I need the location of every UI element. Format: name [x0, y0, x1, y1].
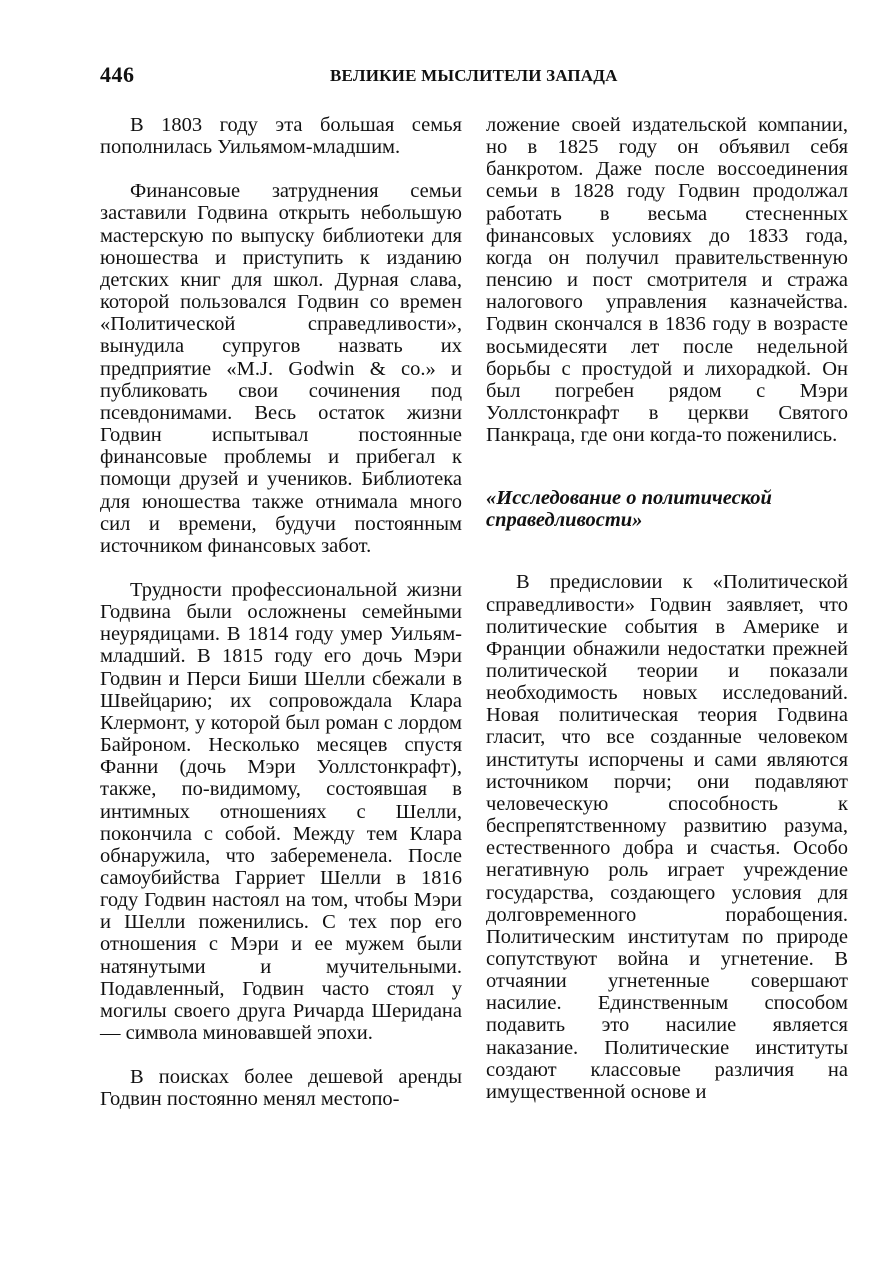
paragraph-family-troubles: Трудности профессиональной жизни Годвина были осложнены семейными неурядицами. В 1814 году умер Уильям-младший. В 1815 году его дочь Мэри Годвин и Перси Биши Шелли сбежали в Швейцарию; их сопровождала Клара Клермонт, у которой был роман с лордом Байроном. Несколько месяцев спустя Фанни (дочь Мэри Уоллстонкрафт), также, по-видимому, состоявшая в интимных отношениях с Шелли, покончила с собой. Между тем Клара обнаружила, что забеременела. После самоубийства Гарриет Шелли в 1816 году Годвин настоял на том, чтобы Мэри и Шелли поженились. С тех пор его отношения с Мэри и ее мужем были натянутыми и мучительными. Подавленный, Годвин часто стоял у могилы своего друга Ричарда Шеридана — символа миновавшей эпохи. [100, 578, 462, 1045]
section-heading: «Исследование о политической справедливости» [486, 487, 772, 532]
paragraph-preface: В предисловии к «Политической справедливости» Годвин заявляет, что политические события в Америке и Франции обнажили недостатки прежней политической теории и показали необходимость новых исследований. Новая политическая теория Годвина гласит, что все созданные человеком институты испорчены и сами являются источником порчи; они подавляют человеческую способность к беспрепятственному развитию разума, естественного добра и счастья. Особо негативную роль играет учреждение государства, создающего условия для долговременного порабощения. Политическим институтам по природе сопутствуют война и угнетение. В отчаянии угнетенные совершают насилие. Единственным способом подавить это насилие является наказание. Политические институты создают классовые различия на имущественной основе и [486, 571, 848, 1103]
paragraph-cheaper-rent: В поисках более дешевой аренды Годвин постоянно менял местопо- [100, 1066, 462, 1111]
page-number: 446 [100, 62, 135, 87]
left-column [100, 114, 462, 1111]
running-title: ВЕЛИКИЕ МЫСЛИТЕЛИ ЗАПАДА [330, 66, 618, 85]
paragraph-financial-difficulties: Финансовые затруднения семьи заставили Годвина открыть небольшую мастерскую по выпуску библиотеки для юношества и приступить к изданию детских книг для школ. Дурная слава, которой пользовался Годвин со времен «Политической справедливости», вынудила супругов назвать их предприятие «M.J. Godwin & co.» и публиковать свои сочинения под псевдонимами. Весь остаток жизни Годвин испытывал постоянные финансовые проблемы и прибегал к помощи друзей и учеников. Библиотека для юношества также отнимала много сил и времени, будучи постоянным источником финансовых забот. [100, 180, 462, 557]
right-column [486, 114, 848, 1103]
paragraph-family-addition: В 1803 году эта большая семья пополнилась Уильямом-младшим. [100, 114, 462, 159]
paragraph-continuation: ложение своей издательской компании, но в 1825 году он объявил себя банкротом. Даже после воссоединения семьи в 1828 году Годвин продолжал работать в весьма стесненных финансовых условиях до 1833 года, когда он получил правительственную пенсию и пост смотрителя и стража налогового управления казначейства. Годвин скончался в 1836 году в возрасте восьмидесяти лет после недельной борьбы с простудой и лихорадкой. Он был погребен рядом с Мэри Уоллстонкрафт в церкви Святого Панкраца, где они когда-то поженились. [486, 114, 848, 447]
